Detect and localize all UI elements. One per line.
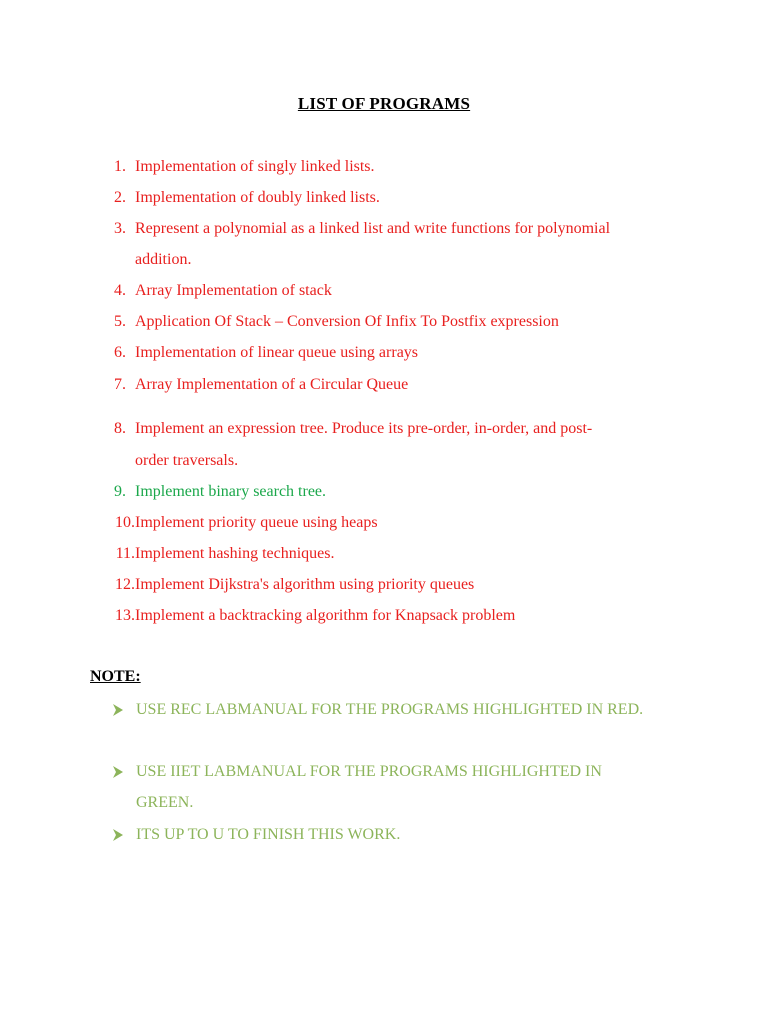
list-item-number: 12. (115, 576, 135, 593)
arrow-bullet-icon (112, 694, 126, 725)
list-item-number: 1. (114, 158, 126, 175)
note-item-text: USE REC LABMANUAL FOR THE PROGRAMS HIGHLIGHTED IN RED. (136, 701, 644, 718)
arrow-bullet-icon (112, 819, 126, 850)
note-heading: NOTE: (90, 668, 141, 685)
list-item-text: Implementation of doubly linked lists. (135, 189, 380, 206)
list-item-text: Array Implementation of a Circular Queue (135, 376, 409, 393)
list-item-text: Application Of Stack – Conversion Of Infix To Postfix expression (135, 313, 559, 330)
list-item-number: 10. (115, 514, 135, 531)
list-item-number: 9. (114, 483, 126, 500)
list-item-number: 2. (114, 189, 126, 206)
note-item-text: ITS UP TO U TO FINISH THIS WORK. (136, 826, 401, 843)
list-item-number: 11. (115, 545, 135, 562)
list-item-text: Implement priority queue using heaps (135, 514, 378, 531)
list-item-text-continued: addition. (135, 251, 192, 268)
list-item-number: 6. (114, 344, 126, 361)
list-item-number: 13. (115, 607, 135, 624)
list-item-text-continued: order traversals. (135, 452, 239, 469)
note-item-text: USE IIET LABMANUAL FOR THE PROGRAMS HIGHLIGHTED IN GREEN. (136, 763, 602, 811)
list-item-text: Implement an expression tree. Produce its pre-order, in-order, and post- (135, 420, 593, 437)
list-item-text: Implement hashing techniques. (135, 545, 335, 562)
list-item-text: Implement a backtracking algorithm for Knapsack problem (135, 607, 516, 624)
list-item-number: 3. (114, 220, 126, 237)
page-title: LIST OF PROGRAMS (297, 94, 471, 113)
list-item-number: 8. (114, 420, 126, 437)
list-item-number: 4. (114, 282, 126, 299)
list-item-text: Implement Dijkstra's algorithm using priority queues (135, 576, 475, 593)
list-item-text: Implement binary search tree. (135, 483, 327, 500)
arrow-bullet-icon (112, 756, 126, 787)
list-item-text: Implementation of singly linked lists. (135, 158, 375, 175)
list-item-number: 7. (114, 376, 126, 393)
list-item-text: Implementation of linear queue using arrays (135, 344, 419, 361)
list-item-text: Represent a polynomial as a linked list and write functions for polynomial (135, 220, 611, 237)
list-item-text: Array Implementation of stack (135, 282, 332, 299)
list-item-number: 5. (114, 313, 126, 330)
